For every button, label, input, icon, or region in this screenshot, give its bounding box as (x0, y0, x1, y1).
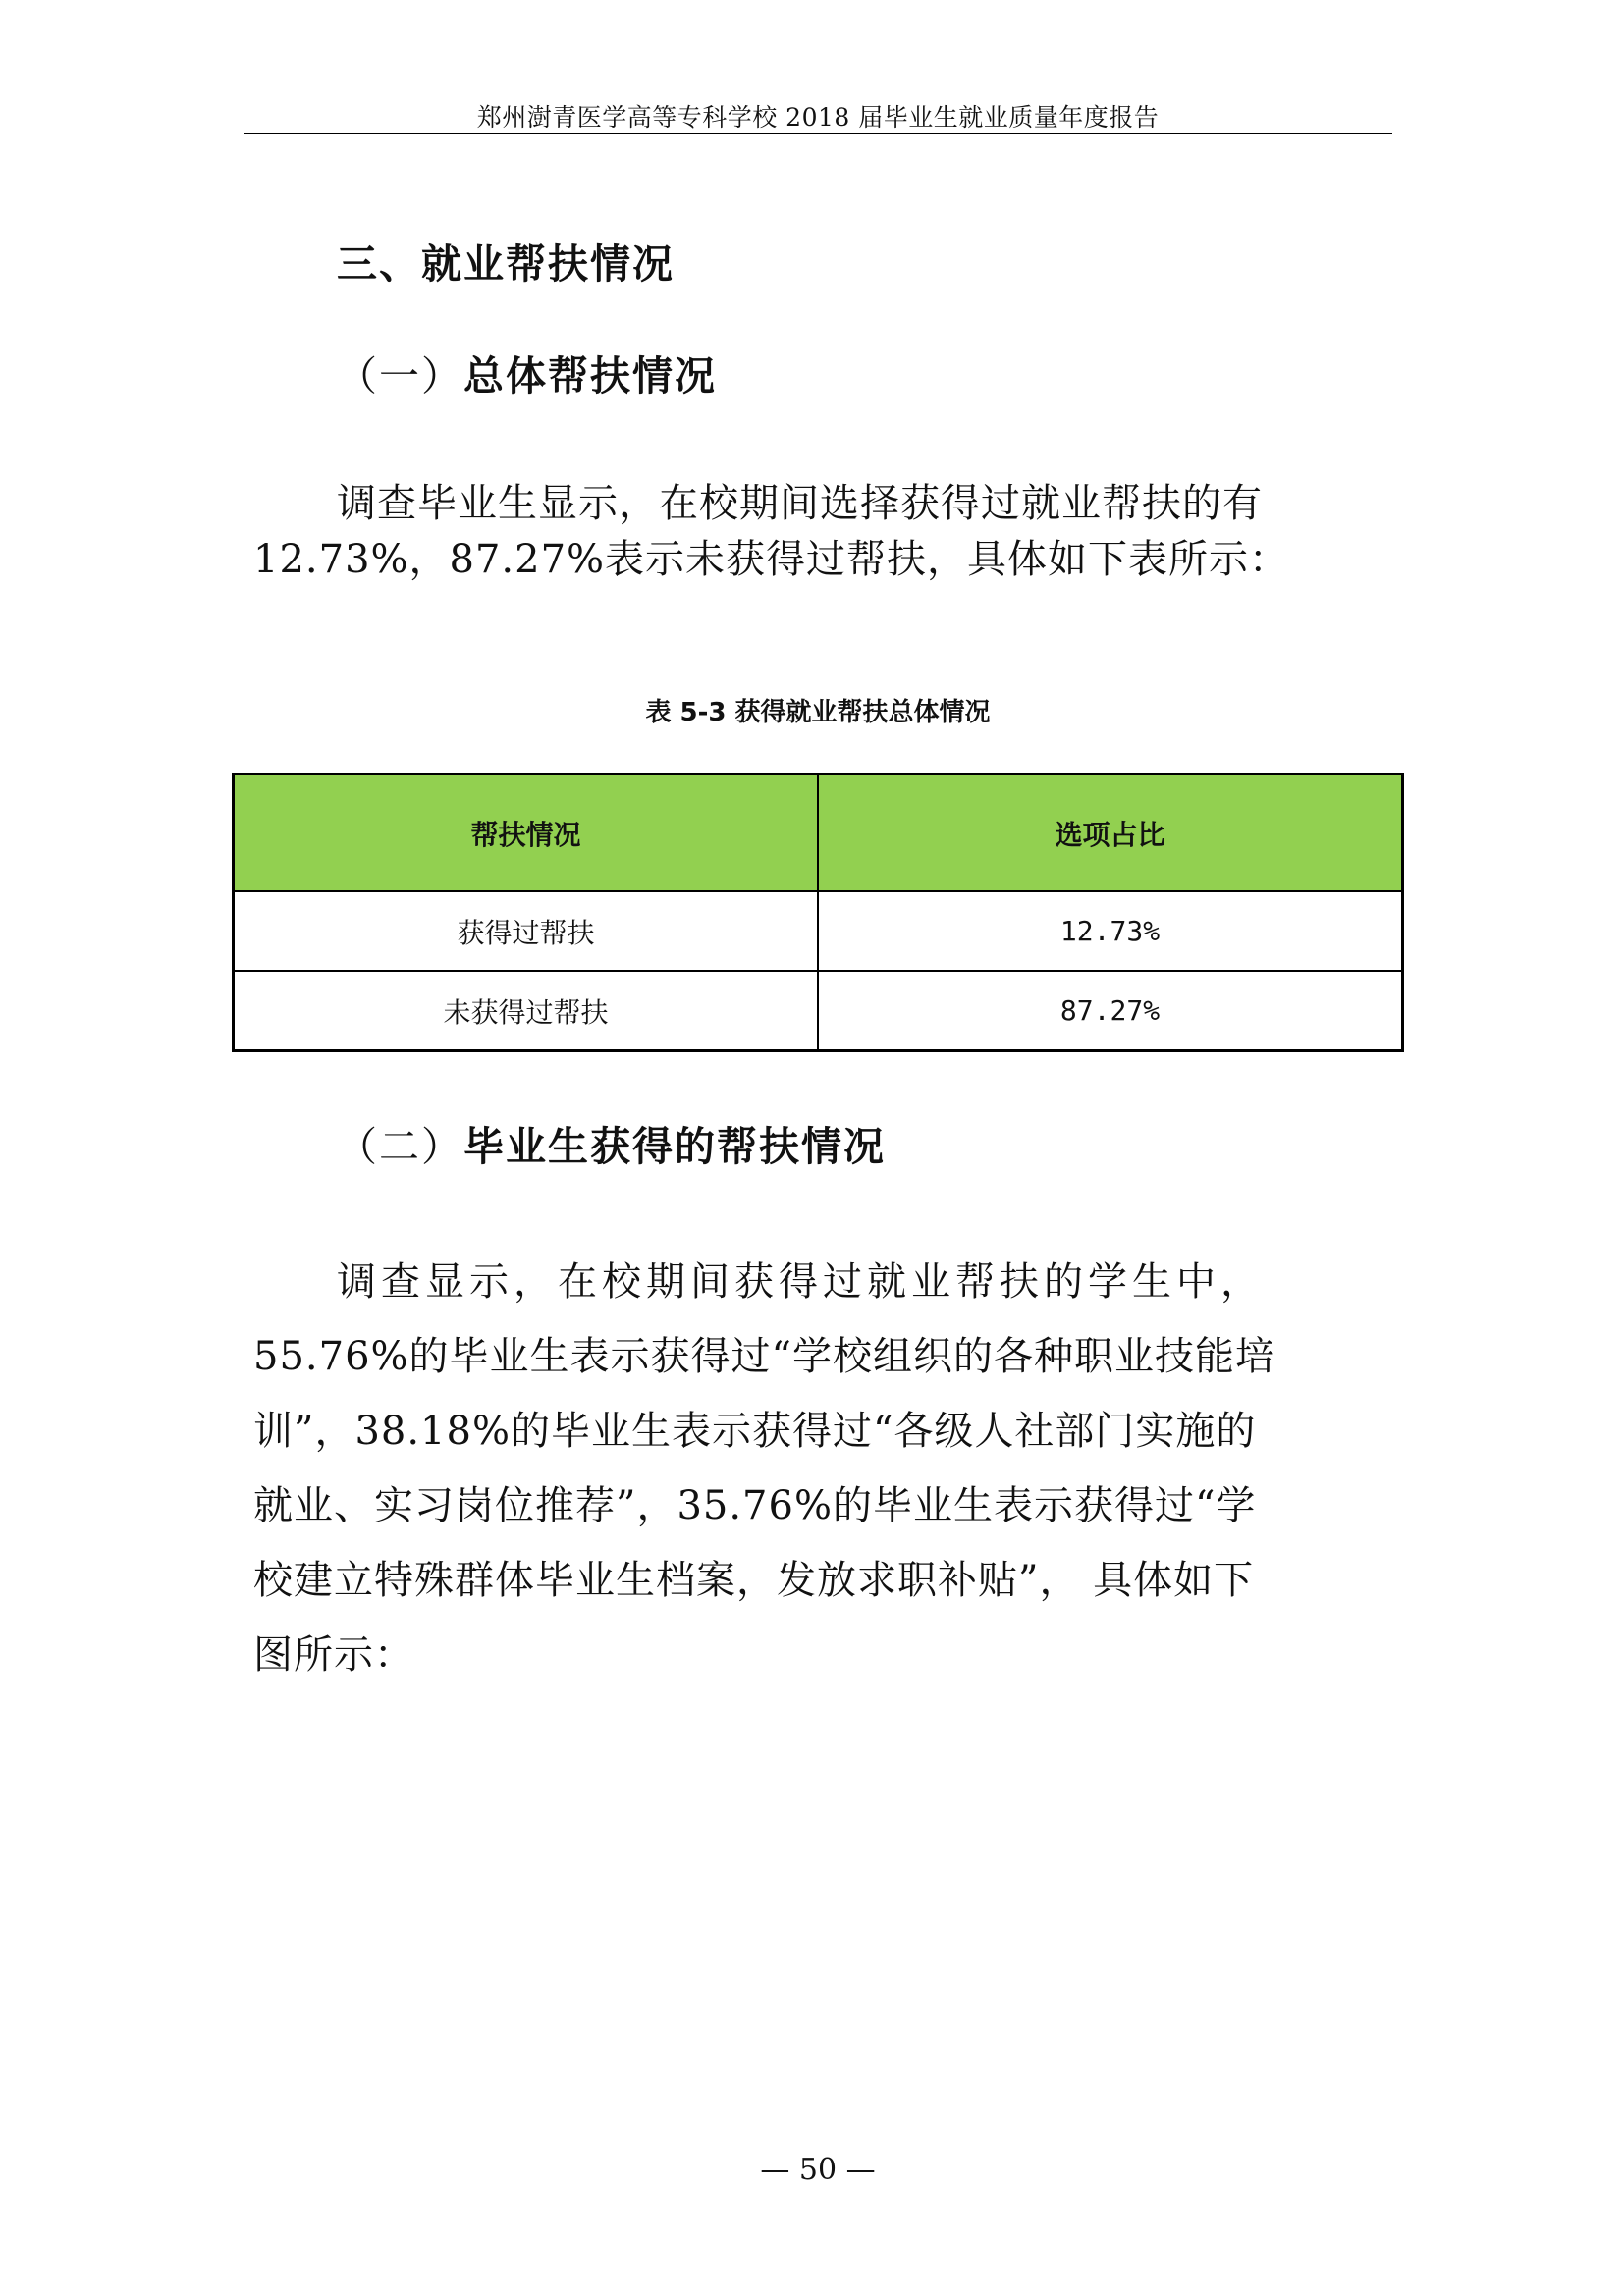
subsection-2-number: （二） (337, 1123, 463, 1170)
paragraph-line: 图所示： (253, 1632, 414, 1678)
table-caption: 表 5-3 获得就业帮扶总体情况 (645, 698, 991, 727)
paragraph-line: 训”，38.18%的毕业生表示获得过“各级人社部门实施的 (253, 1409, 1257, 1454)
table-row (234, 891, 1403, 971)
subsection-1-title: 总体帮扶情况 (463, 352, 717, 400)
column-header-help-type: 帮扶情况 (234, 774, 819, 892)
table-cell-percentage: 87.27% (818, 971, 1403, 1051)
section-heading: 三、就业帮扶情况 (337, 240, 675, 288)
subsection-heading-2 (337, 1114, 886, 1172)
header-rule (244, 133, 1392, 134)
help-summary-table (232, 773, 1404, 1052)
subsection-1-number: （一） (337, 352, 463, 400)
subsection-2-title: 毕业生获得的帮扶情况 (463, 1123, 886, 1170)
paragraph-line: 调查毕业生显示，在校期间选择获得过就业帮扶的有 (337, 481, 1263, 526)
paragraph-line: 55.76%的毕业生表示获得过“学校组织的各种职业技能培 (253, 1334, 1275, 1379)
subsection-heading-1 (337, 344, 717, 401)
paragraph-overall (253, 476, 1373, 588)
paragraph-line: 就业、实习岗位推荐”，35.76%的毕业生表示获得过“学 (253, 1483, 1257, 1528)
table-header-row (234, 774, 1403, 892)
running-header: 郑州澍青医学高等专科学校 2018 届毕业生就业质量年度报告 (476, 103, 1160, 132)
paragraph-line: 12.73%，87.27%表示未获得过帮扶，具体如下表所示： (253, 537, 1290, 582)
page-number: — 50 — (760, 2153, 876, 2187)
paragraph-line: 调查显示，在校期间获得过就业帮扶的学生中， (337, 1259, 1265, 1305)
paragraph-line: 校建立特殊群体毕业生档案，发放求职补贴”， 具体如下 (253, 1558, 1255, 1603)
table-row (234, 971, 1403, 1051)
table-cell-help-type: 未获得过帮扶 (234, 971, 819, 1051)
table-cell-percentage: 12.73% (818, 891, 1403, 971)
table-cell-help-type: 获得过帮扶 (234, 891, 819, 971)
column-header-percentage: 选项占比 (818, 774, 1403, 892)
paragraph-graduate-help (253, 1245, 1373, 1692)
